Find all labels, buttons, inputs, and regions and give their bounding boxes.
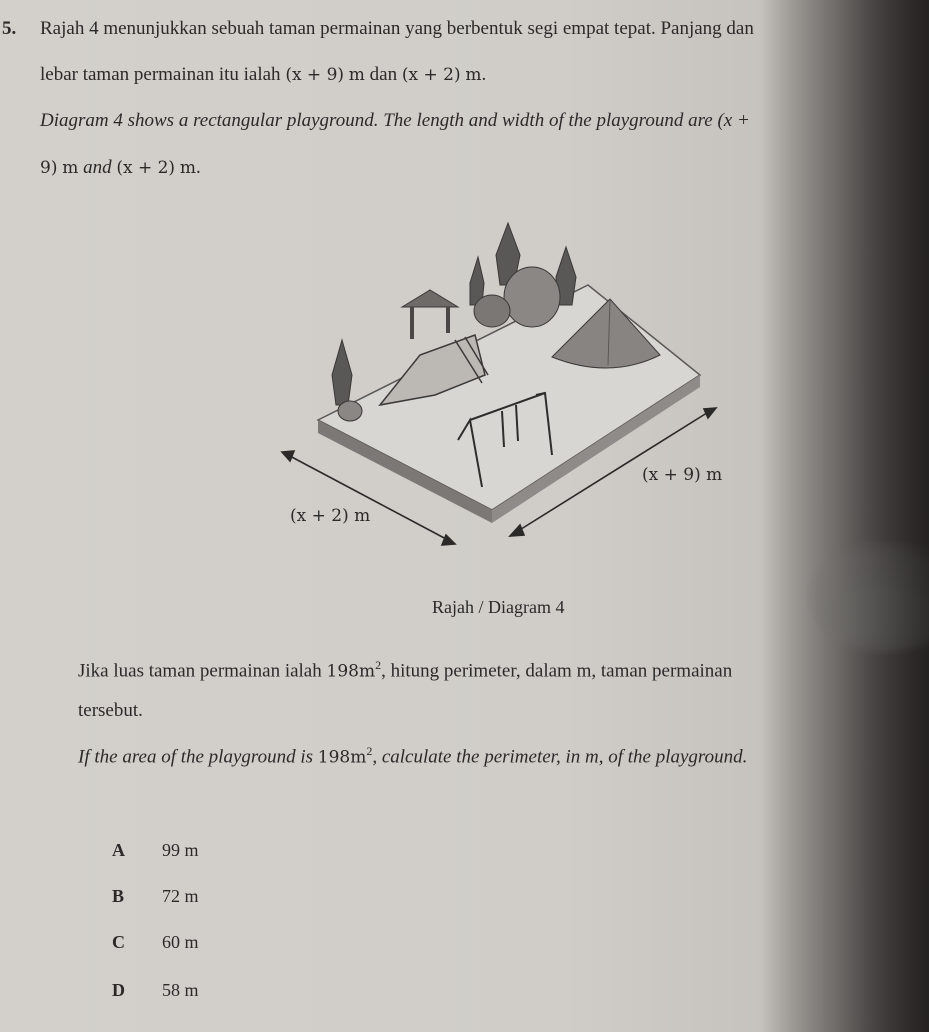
option-c[interactable] <box>112 932 199 953</box>
conj-dan: dan <box>369 64 398 85</box>
diagram-caption: Rajah / Diagram 4 <box>432 597 565 617</box>
unit-m: m <box>348 65 365 85</box>
playground-base <box>318 285 700 523</box>
malay-question-line-2 <box>78 700 143 722</box>
option-d-text: 58 m <box>162 980 199 1000</box>
english-question-suffix: , calculate the perimeter, in m, of the playground. <box>372 746 748 768</box>
option-d-letter: D <box>112 980 125 1000</box>
english-intro-line-2: 9) m and (x + 2) m. <box>40 157 201 178</box>
unit-m-4: m <box>179 158 196 178</box>
question-number: 5. <box>2 18 17 39</box>
malay-intro-line-2: lebar taman permainan itu ialah (x + 9) m dan (x + 2) m. <box>40 64 487 85</box>
option-a[interactable] <box>112 840 199 861</box>
width-label: (x + 2) m <box>290 506 371 526</box>
english-question-prefix: If the area of the playground is <box>78 746 318 768</box>
english-intro-text-1: Diagram 4 shows a rectangular playground. The length and width of the playground are (x + <box>40 110 750 131</box>
width-expression: (x + 2) <box>401 65 461 85</box>
malay-intro-text-2: lebar taman permainan itu ialah <box>40 64 286 85</box>
length-label: (x + 9) m <box>642 465 723 485</box>
area-value: 198m <box>326 661 376 682</box>
option-b[interactable] <box>112 886 199 907</box>
malay-intro-text-1: Rajah 4 menunjukkan sebuah taman permainan yang berbentuk segi empat tepat. Panjang dan <box>40 18 754 39</box>
unit-m-3: m <box>62 158 79 178</box>
area-exponent: 2 <box>375 658 382 672</box>
option-b-letter: B <box>112 886 125 906</box>
malay-intro-line-1 <box>40 18 754 40</box>
conj-and: and <box>83 157 112 178</box>
option-d[interactable] <box>112 980 199 1001</box>
malay-question-line-1 <box>78 658 732 682</box>
english-intro-start: 9) <box>40 158 58 178</box>
option-c-text: 60 m <box>162 932 199 952</box>
malay-question-end: tersebut. <box>78 700 143 721</box>
width-expression-2: (x + 2) <box>116 158 176 178</box>
area-exponent-2: 2 <box>366 744 373 758</box>
option-a-letter: A <box>112 840 125 860</box>
playground-diagram <box>270 215 740 550</box>
malay-question-prefix: Jika luas taman permainan ialah <box>78 660 327 682</box>
malay-question-suffix: , hitung perimeter, dalam m, taman permainan <box>381 660 733 682</box>
english-question-line <box>78 744 747 768</box>
option-a-text: 99 m <box>162 840 199 860</box>
area-value-2: 198m <box>317 747 367 768</box>
gazebo-icon <box>402 290 458 339</box>
unit-m-2: m <box>465 65 482 85</box>
english-intro-line-1 <box>40 110 750 132</box>
option-c-letter: C <box>112 932 125 952</box>
option-b-text: 72 m <box>162 886 199 906</box>
length-expression: (x + 9) <box>285 65 345 85</box>
